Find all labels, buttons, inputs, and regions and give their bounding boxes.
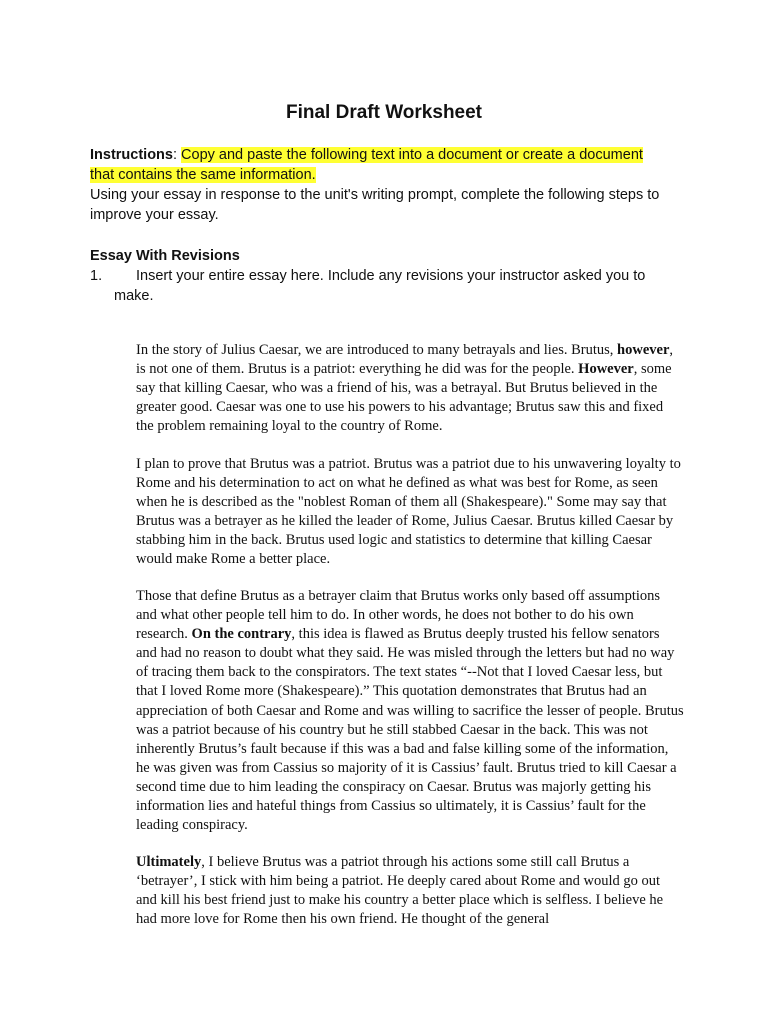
instructions-block xyxy=(90,145,690,185)
essay-paragraph-2: I plan to prove that Brutus was a patriot. Brutus was a patriot due to his unwavering loyalty to Rome and his determination to act on what he defined as what was best for Rome, as seen when he is described as the "noblest Roman of them all (Shakespeare)." Some may say that Brutus was a betrayer as he killed the leader of Rome, Julius Caesar. Brutus killed Caesar by stabbing him in the back. Brutus used logic and statistics to determine that killing Caesar would make Rome a better place. xyxy=(136,456,681,568)
instructions-highlight-line1: Copy and paste the following text into a document or create a document xyxy=(181,147,643,163)
instructions-highlight-line2: that contains the same information. xyxy=(90,167,316,183)
list-text-line1: Insert your entire essay here. Include any revisions your instructor asked you to xyxy=(136,268,646,284)
essay-p3-bold-on-the-contrary: On the contrary xyxy=(191,626,292,643)
essay-paragraph-4 xyxy=(136,853,684,929)
section-heading: Essay With Revisions xyxy=(90,248,240,264)
essay-paragraph-3 xyxy=(136,587,684,835)
essay-p4-bold-ultimately: Ultimately xyxy=(136,854,202,870)
instructions-separator: : xyxy=(172,147,182,163)
list-item xyxy=(90,266,690,306)
instructions-label: Instructions xyxy=(90,147,173,163)
essay-p1-text-c: , is not one of them. Brutus is a patriot: everything he did was for the people. xyxy=(136,342,673,378)
essay-p3-text-c: , this idea is flawed as Brutus deeply trusted his fellow senators and had no reason to doubt what they said. He was misled through the letters but had no way of tracing them back to the conspirators. The text states “--Not that I loved Caesar less, but that I loved Rome more (Shakespeare).” This quotation demonstrates that Brutus had an appreciation of both Caesar and Rome and was willing to sacrifice the lesser of people. Brutus was a patriot because of his country but he still stabbed Caesar in the back. This was not inherently Brutus’s fault because if this was a bad and false killing some of the information, he was given was from Cassius so majority of it is Cassius’ fault. Brutus tried to kill Caesar a second time due to him leading the conspiracy on Caesar. Brutus was majorly getting his information lies and hateful things from Cassius so ultimately, it is Cassius’ fault for the leading conspiracy. xyxy=(136,626,684,834)
essay-paragraph-1 xyxy=(136,341,684,436)
essay-p1-bold-however-2: However xyxy=(578,361,634,378)
essay-p1-text-e: , some say that killing Caesar, who was a friend of his, was a betrayal. But Brutus believed in the greater good. Caesar was one to use his powers to his advantage; Brutus saw this and fixed the problem remaining loyal to the country of Rome. xyxy=(136,361,672,435)
list-text-line2: make. xyxy=(114,288,154,304)
intro-text: Using your essay in response to the unit's writing prompt, complete the following steps to improve your essay. xyxy=(90,187,660,223)
essay-p4-text-b: , I believe Brutus was a patriot through his actions some still call Brutus a ‘betrayer’, I stick with him being a patriot. He deeply cared about Rome and would go out and kill his best friend just to make his country a better place which is selfless. I believe he had more love for Rome then his own friend. He thought of the general xyxy=(136,854,664,928)
list-number: 1. xyxy=(90,268,103,284)
page-title: Final Draft Worksheet xyxy=(285,102,483,123)
essay-p1-bold-however: however xyxy=(617,342,670,358)
essay-p1-text-a: In the story of Julius Caesar, we are introduced to many betrayals and lies. Brutus, xyxy=(136,342,618,358)
essay-p3-text-a: Those that define Brutus as a betrayer claim that Brutus works only based off assumptions and what other people tell him to do. In other words, he does not bother to do his own research. xyxy=(136,588,661,643)
